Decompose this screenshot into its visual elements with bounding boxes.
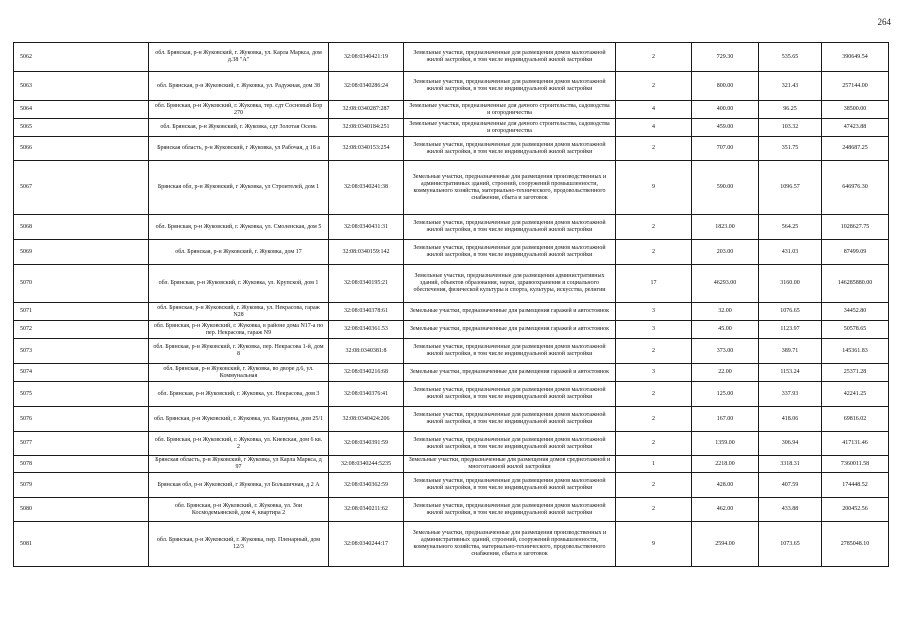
cadastral-value-cell: 42241.25: [822, 382, 889, 407]
table-row: [14, 339, 889, 364]
land-use-cell: Земельные участки, предназначенные для размещения домов малоэтажной жилой застройки, в том числе индивидуальной жилой застройки: [404, 473, 616, 498]
cadastral-value-cell: 257144.00: [822, 72, 889, 101]
cadastral-value-cell: 50578.65: [822, 321, 889, 339]
address-cell: Брянская обл, р-н Жуковский, г Жуковка, ул Строителей, дом 1: [149, 161, 329, 215]
address-cell: обл. Брянская, р-н Жуковский, г. Жуковка, ул. Некрасова, дом 3: [149, 382, 329, 407]
land-use-cell: Земельные участки, предназначенные для дачного строительства, садоводства и огородничества: [404, 119, 616, 137]
row-id-cell: 5065: [14, 119, 149, 137]
specific-value-cell: 407.59: [759, 473, 822, 498]
table-row: [14, 265, 889, 303]
area-cell: 46293.00: [692, 265, 759, 303]
area-cell: 1823.00: [692, 215, 759, 240]
table-row: [14, 382, 889, 407]
cadastral-value-cell: 7360011.58: [822, 456, 889, 473]
row-id-cell: 5075: [14, 382, 149, 407]
cadastral-value-cell: 200452.56: [822, 498, 889, 522]
group-cell: 2: [616, 72, 692, 101]
row-id-cell: 5078: [14, 456, 149, 473]
row-id-cell: 5074: [14, 364, 149, 382]
row-id-cell: 5071: [14, 303, 149, 321]
group-cell: 2: [616, 473, 692, 498]
group-cell: 2: [616, 240, 692, 265]
table-row: [14, 498, 889, 522]
table-row: [14, 101, 889, 119]
area-cell: 2218.00: [692, 456, 759, 473]
specific-value-cell: 431.03: [759, 240, 822, 265]
address-cell: обл. Брянская, р-н Жуковский, г. Жуковка, дом 17: [149, 240, 329, 265]
row-id-cell: 5062: [14, 43, 149, 72]
area-cell: 428.00: [692, 473, 759, 498]
specific-value-cell: 564.25: [759, 215, 822, 240]
cadastral-value-cell: 2785048.10: [822, 522, 889, 567]
row-id-cell: 5079: [14, 473, 149, 498]
cadastral-value-cell: 25371.28: [822, 364, 889, 382]
table-row: [14, 137, 889, 161]
area-cell: 32.00: [692, 303, 759, 321]
cadastral-value-cell: 87499.09: [822, 240, 889, 265]
specific-value-cell: 3160.00: [759, 265, 822, 303]
table-row: [14, 161, 889, 215]
specific-value-cell: 306.94: [759, 432, 822, 456]
land-use-cell: Земельные участки, предназначенные для размещения производственных и административных зданий, строений, сооружений промышленности, коммунального хозяйства, материально-технического, продовольственного снабжения, сбыта и заготовок: [404, 522, 616, 567]
cadastral-value-cell: 1028627.75: [822, 215, 889, 240]
specific-value-cell: 3318.31: [759, 456, 822, 473]
cadastral-number-cell: 32:08:0340376:41: [329, 382, 404, 407]
address-cell: Брянская область, р-н Жуковский, г Жуковка, ул Карла Маркса, д 97: [149, 456, 329, 473]
land-use-cell: Земельные участки, предназначенные для размещения домов малоэтажной жилой застройки, в том числе индивидуальной жилой застройки: [404, 339, 616, 364]
specific-value-cell: 337.93: [759, 382, 822, 407]
address-cell: обл. Брянская, р-н Жуковский, г. Жуковка, ул. Карла Маркса, дом д.38 "А": [149, 43, 329, 72]
area-cell: 800.00: [692, 72, 759, 101]
area-cell: 203.00: [692, 240, 759, 265]
row-id-cell: 5072: [14, 321, 149, 339]
land-use-cell: Земельные участки, предназначенные для размещения домов малоэтажной жилой застройки, в том числе индивидуальной жилой застройки: [404, 407, 616, 432]
address-cell: обл. Брянская, р-н Жуковский, г. Жуковка, пер. Некрасова 1-й, дом 8: [149, 339, 329, 364]
table-row: [14, 364, 889, 382]
table-row: [14, 522, 889, 567]
row-id-cell: 5067: [14, 161, 149, 215]
land-use-cell: Земельные участки, предназначенные для размещения домов среднеэтажной и многоэтажной жилой застройки: [404, 456, 616, 473]
row-id-cell: 5064: [14, 101, 149, 119]
row-id-cell: 5068: [14, 215, 149, 240]
cadastral-number-cell: 32:08:0340216:68: [329, 364, 404, 382]
land-use-cell: Земельные участки, предназначенные для размещения домов малоэтажной жилой застройки, в том числе индивидуальной жилой застройки: [404, 72, 616, 101]
land-use-cell: Земельные участки, предназначенные для размещения домов малоэтажной жилой застройки, в том числе индивидуальной жилой застройки: [404, 215, 616, 240]
cadastral-number-cell: 32:08:0340286:24: [329, 72, 404, 101]
address-cell: обл. Брянская, р-н Жуковский, г. Жуковка, тер. сдт Сосновый Бор 270: [149, 101, 329, 119]
row-id-cell: 5080: [14, 498, 149, 522]
specific-value-cell: 321.43: [759, 72, 822, 101]
land-use-cell: Земельные участки, предназначенные для размещения гаражей и автостоянок: [404, 321, 616, 339]
cadastral-number-cell: 32:08:0340244:17: [329, 522, 404, 567]
row-id-cell: 5076: [14, 407, 149, 432]
address-cell: обл. Брянская, р-н Жуковский, г. Жуковка, ул. Крупской, дом 1: [149, 265, 329, 303]
table-row: [14, 215, 889, 240]
table-body: [14, 43, 889, 567]
area-cell: 459.00: [692, 119, 759, 137]
cadastral-value-cell: 248687.25: [822, 137, 889, 161]
group-cell: 1: [616, 456, 692, 473]
cadastral-value-cell: 390649.54: [822, 43, 889, 72]
address-cell: обл. Брянская, р-н Жуковский, г. Жуковка, ул. Кашурина, дом 25/1: [149, 407, 329, 432]
address-cell: обл. Брянская, р-н Жуковский, г. Жуковка, ул. Зои Космодемьянской, дом 4, квартира 2: [149, 498, 329, 522]
address-cell: Брянская область, р-н Жуковский, г Жуковка, ул Рабочая, д 18 а: [149, 137, 329, 161]
group-cell: 3: [616, 364, 692, 382]
group-cell: 2: [616, 498, 692, 522]
table-row: [14, 407, 889, 432]
specific-value-cell: 1073.65: [759, 522, 822, 567]
area-cell: 167.00: [692, 407, 759, 432]
area-cell: 125.00: [692, 382, 759, 407]
cadastral-value-cell: 38500.00: [822, 101, 889, 119]
cadastral-number-cell: 32:08:0340153:254: [329, 137, 404, 161]
cadastral-number-cell: 32:08:0340244:5235: [329, 456, 404, 473]
table-row: [14, 473, 889, 498]
cadastral-number-cell: 32:08:0340362:59: [329, 473, 404, 498]
cadastral-value-table: [13, 42, 889, 567]
land-use-cell: Земельные участки, предназначенные для размещения административных зданий, объектов образования, науки, здравоохранения и социального обеспечения, физической культуры и спорта, культуры, искусства, религии: [404, 265, 616, 303]
specific-value-cell: 96.25: [759, 101, 822, 119]
cadastral-number-cell: 32:08:0340195:21: [329, 265, 404, 303]
cadastral-number-cell: 32:08:0340184:251: [329, 119, 404, 137]
group-cell: 2: [616, 432, 692, 456]
group-cell: 4: [616, 119, 692, 137]
table-row: [14, 456, 889, 473]
cadastral-value-cell: 145361.83: [822, 339, 889, 364]
table-row: [14, 119, 889, 137]
group-cell: 17: [616, 265, 692, 303]
table-row: [14, 240, 889, 265]
specific-value-cell: 433.88: [759, 498, 822, 522]
cadastral-value-cell: 34452.80: [822, 303, 889, 321]
cadastral-number-cell: 32:08:0340421:19: [329, 43, 404, 72]
address-cell: обл. Брянская, р-н Жуковский, г. Жуковка, ул. Киевская, дом 6 кв. 2: [149, 432, 329, 456]
address-cell: обл. Брянская, р-н Жуковский, г. Жуковка, пер. Пленарный, дом 12/3: [149, 522, 329, 567]
group-cell: 4: [616, 101, 692, 119]
group-cell: 2: [616, 43, 692, 72]
table-row: [14, 321, 889, 339]
land-use-cell: Земельные участки, предназначенные для размещения домов малоэтажной жилой застройки, в том числе индивидуальной жилой застройки: [404, 43, 616, 72]
land-use-cell: Земельные участки, предназначенные для размещения производственных и административных зданий, строений, сооружений промышленности, коммунального хозяйства, материально-технического, продовольственного снабжения, сбыта и заготовок: [404, 161, 616, 215]
land-use-cell: Земельные участки, предназначенные для размещения домов малоэтажной жилой застройки, в том числе индивидуальной жилой застройки: [404, 240, 616, 265]
cadastral-value-cell: 146285880.00: [822, 265, 889, 303]
cadastral-number-cell: 32:08:0340424:206: [329, 407, 404, 432]
area-cell: 1359.00: [692, 432, 759, 456]
cadastral-number-cell: 32:08:0340391:59: [329, 432, 404, 456]
specific-value-cell: 103.32: [759, 119, 822, 137]
area-cell: 2594.00: [692, 522, 759, 567]
group-cell: 2: [616, 215, 692, 240]
specific-value-cell: 535.65: [759, 43, 822, 72]
cadastral-value-cell: 417131.46: [822, 432, 889, 456]
address-cell: обл. Брянская, р-н Жуковский, г. Жуковка, ул. Смоленская, дом 5: [149, 215, 329, 240]
cadastral-number-cell: 32:08:0340378:61: [329, 303, 404, 321]
address-cell: обл. Брянская, р-н Жуковский, г. Жуковка, в районе дома N17-а по пер. Некрасова, гараж N9: [149, 321, 329, 339]
land-use-cell: Земельные участки, предназначенные для дачного строительства, садоводства и огородничества: [404, 101, 616, 119]
address-cell: обл. Брянская, р-н Жуковский, г. Жуковка, ул. Радужная, дом 38: [149, 72, 329, 101]
row-id-cell: 5063: [14, 72, 149, 101]
specific-value-cell: 418.06: [759, 407, 822, 432]
area-cell: 22.00: [692, 364, 759, 382]
area-cell: 590.00: [692, 161, 759, 215]
address-cell: обл. Брянская, р-н Жуковский, г. Жуковка, сдт Золотая Осень: [149, 119, 329, 137]
land-use-cell: Земельные участки, предназначенные для размещения гаражей и автостоянок: [404, 303, 616, 321]
group-cell: 9: [616, 522, 692, 567]
cadastral-number-cell: 32:08:0340211:62: [329, 498, 404, 522]
cadastral-number-cell: 32:08:0340381:8: [329, 339, 404, 364]
group-cell: 9: [616, 161, 692, 215]
area-cell: 45.00: [692, 321, 759, 339]
page-number: 264: [877, 17, 891, 27]
row-id-cell: 5066: [14, 137, 149, 161]
specific-value-cell: 1076.65: [759, 303, 822, 321]
cadastral-number-cell: 32:08:0340241:38: [329, 161, 404, 215]
row-id-cell: 5073: [14, 339, 149, 364]
area-cell: 707.00: [692, 137, 759, 161]
row-id-cell: 5069: [14, 240, 149, 265]
land-use-cell: Земельные участки, предназначенные для размещения домов малоэтажной жилой застройки, в том числе индивидуальной жилой застройки: [404, 137, 616, 161]
address-cell: Брянская обл, р-н Жуковский, г Жуковка, ул Большичная, д 2 А: [149, 473, 329, 498]
group-cell: 2: [616, 407, 692, 432]
specific-value-cell: 351.75: [759, 137, 822, 161]
cadastral-value-cell: 69816.02: [822, 407, 889, 432]
land-use-cell: Земельные участки, предназначенные для размещения гаражей и автостоянок: [404, 364, 616, 382]
group-cell: 2: [616, 137, 692, 161]
land-use-cell: Земельные участки, предназначенные для размещения домов малоэтажной жилой застройки, в том числе индивидуальной жилой застройки: [404, 432, 616, 456]
cadastral-number-cell: 32:08:0340159:142: [329, 240, 404, 265]
group-cell: 3: [616, 321, 692, 339]
specific-value-cell: 1153.24: [759, 364, 822, 382]
cadastral-number-cell: 32:08:0340361.53: [329, 321, 404, 339]
cadastral-value-cell: 47423.88: [822, 119, 889, 137]
land-use-cell: Земельные участки, предназначенные для размещения домов малоэтажной жилой застройки, в том числе индивидуальной жилой застройки: [404, 382, 616, 407]
address-cell: обл. Брянская, р-н Жуковский, г. Жуковка, ул. Некрасова, гараж N28: [149, 303, 329, 321]
area-cell: 400.00: [692, 101, 759, 119]
specific-value-cell: 1096.57: [759, 161, 822, 215]
land-use-cell: Земельные участки, предназначенные для размещения домов малоэтажной жилой застройки, в том числе индивидуальной жилой застройки: [404, 498, 616, 522]
group-cell: 2: [616, 382, 692, 407]
cadastral-value-cell: 646976.30: [822, 161, 889, 215]
area-cell: 373.00: [692, 339, 759, 364]
cadastral-number-cell: 32:08:0340431:31: [329, 215, 404, 240]
row-id-cell: 5077: [14, 432, 149, 456]
row-id-cell: 5081: [14, 522, 149, 567]
row-id-cell: 5070: [14, 265, 149, 303]
cadastral-value-cell: 174448.52: [822, 473, 889, 498]
specific-value-cell: 389.71: [759, 339, 822, 364]
table-row: [14, 303, 889, 321]
table-row: [14, 432, 889, 456]
cadastral-number-cell: 32:08:0340287:287: [329, 101, 404, 119]
table-row: [14, 72, 889, 101]
address-cell: обл. Брянская, р-н Жуковский, г. Жуковка, во дворе д.6, ул. Коммунальная: [149, 364, 329, 382]
area-cell: 729.30: [692, 43, 759, 72]
group-cell: 2: [616, 339, 692, 364]
area-cell: 462.00: [692, 498, 759, 522]
table-row: [14, 43, 889, 72]
group-cell: 3: [616, 303, 692, 321]
specific-value-cell: 1123.97: [759, 321, 822, 339]
